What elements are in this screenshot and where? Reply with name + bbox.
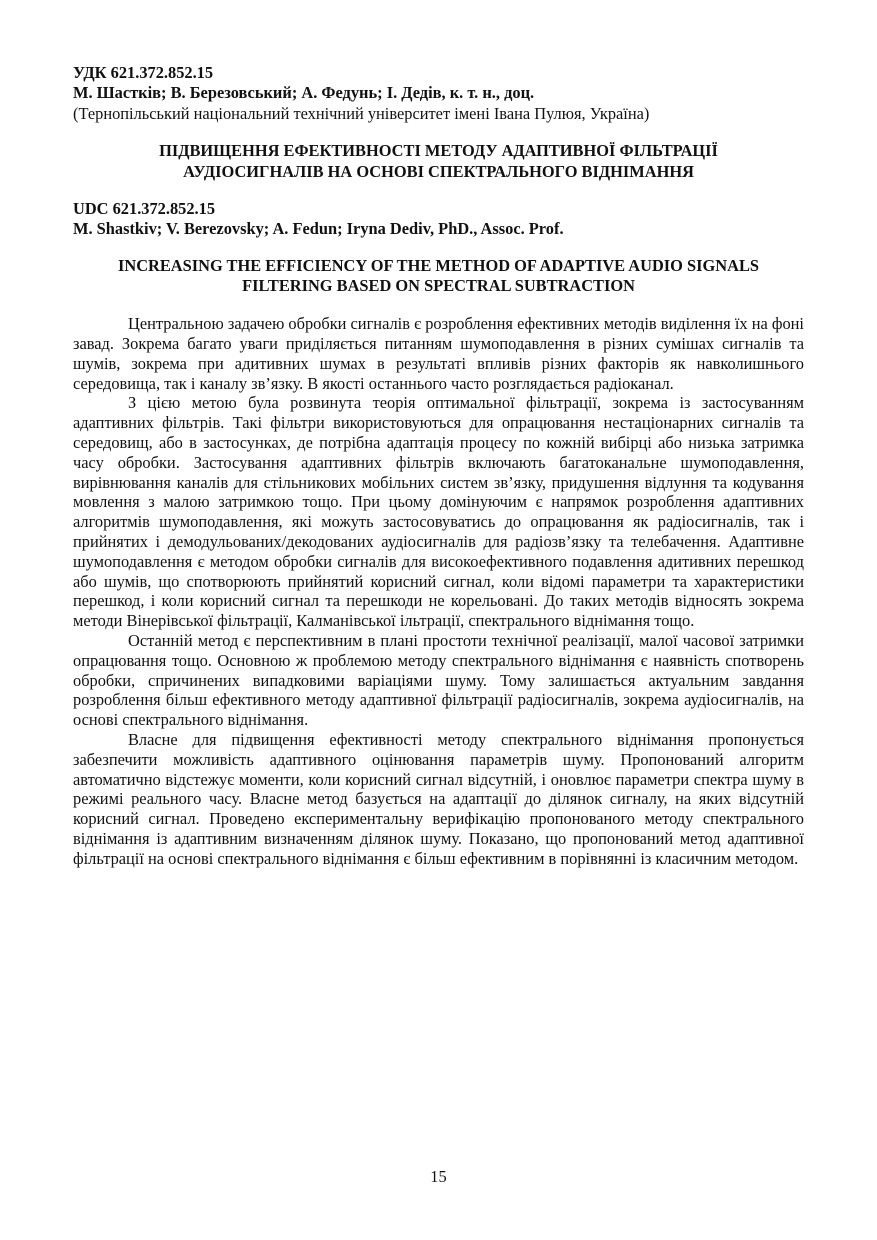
paper-page <box>73 63 804 869</box>
authors-ua: М. Шастків; В. Березовський; А. Федунь; І. Дедів, к. т. н., доц. <box>73 83 535 103</box>
authors-en: M. Shastkiv; V. Berezovsky; A. Fedun; Iryna Dediv, PhD., Assoc. Prof. <box>73 219 564 239</box>
title-ua-line-1: ПІДВИЩЕННЯ ЕФЕКТИВНОСТІ МЕТОДУ АДАПТИВНОЇ ФІЛЬТРАЦІЇ <box>159 141 718 161</box>
page-number: 15 <box>430 1167 447 1186</box>
udk-code: УДК 621.372.852.15 <box>73 63 214 82</box>
udc-code: UDC 621.372.852.15 <box>73 198 216 218</box>
title-ua-line-2: АУДІОСИГНАЛІВ НА ОСНОВІ СПЕКТРАЛЬНОГО ВІДНІМАННЯ <box>183 162 694 182</box>
paragraph-4: Власне для підвищення ефективності методу спектрального віднімання пропонується забезпечити можливість адаптивного оцінювання параметрів шуму. Пропонований алгоритм автоматично відстежує моменти, коли корисний сигнал відсутній, і оновлює параметри спектра шуму в режимі реального часу. Власне метод базується на адаптації до ділянок сигналу, на яких відсутній корисний сигнал. Проведено експериментальну верифікацію пропонованого методу спектрального віднімання із адаптивним визначенням ділянок шуму. Показано, що пропонований метод адаптивної фільтрації на основі спектрального віднімання є більш ефективним в порівнянні із класичним методом. <box>73 729 804 868</box>
paragraph-2: З цією метою була розвинута теорія оптимальної фільтрації, зокрема із застосуванням адаптивних фільтрів. Такі фільтри використовуються для опрацювання нестаціонарних сигналів та середовищ, або в застосунках, де потрібна адаптація процесу по кожній вибірці або низька затримка часу обробки. Застосування адаптивних фільтрів включають багатоканальне шумоподавлення, вирівнювання каналів для стільникових мобільних систем зв’язку, придушення відлуння та кодування мовлення з малою затримкою тощо. При цьому домінуючим є напрямок розроблення адаптивних алгоритмів шумоподавлення, які можуть застосовуватись до опрацювання як радіосигналів, так і прийнятих і демодульованих/декодованих аудіосигналів для радіозв’язку та телебачення. Адаптивне шумоподавлення є методом обробки сигналів для високоефективного подавлення адитивних перешкод або шумів, що спотворюють прийнятий корисний сигнал, коли відомі параметри та характеристики перешкод, і коли корисний сигнал та перешкоди не корельовані. До таких методів відносять зокрема методи Вінерівської фільтрації, Калманівської ільтрації, спектрального віднімання тощо. <box>73 393 804 631</box>
title-en <box>73 256 804 298</box>
en-header-block <box>73 199 804 240</box>
paragraph-1: Центральною задачею обробки сигналів є розроблення ефективних методів виділення їх на фоні завад. Зокрема багато уваги приділяється питанням шумоподавлення в різних сумішах сигналів та шумів, зокрема при адитивних шумах в результаті впливів різних факторів як навколишнього середовища, так і каналу зв’язку. В якості останнього часто розглядається радіоканал. <box>73 314 804 393</box>
abstract-body <box>73 314 804 868</box>
title-en-line-1: INCREASING THE EFFICIENCY OF THE METHOD OF ADAPTIVE AUDIO SIGNALS <box>117 255 759 275</box>
ua-header-block <box>73 63 804 124</box>
title-en-line-2: FILTERING BASED ON SPECTRAL SUBTRACTION <box>242 276 635 296</box>
affiliation-ua: (Тернопільський національний технічний університет імені Івана Пулюя, Україна) <box>73 103 650 123</box>
title-ua <box>73 141 804 183</box>
paragraph-3: Останній метод є перспективним в плані простоти технічної реалізації, малої часової затримки опрацювання тощо. Основною ж проблемою методу спектрального віднімання є наявність спотворень обробки, спричинених випадковими варіаціями шуму. Тому залишається актуальним завдання розроблення більш ефективного методу адаптивної фільтрації радіосигналів, зокрема аудіосигналів, на основі спектрального віднімання. <box>73 630 804 730</box>
